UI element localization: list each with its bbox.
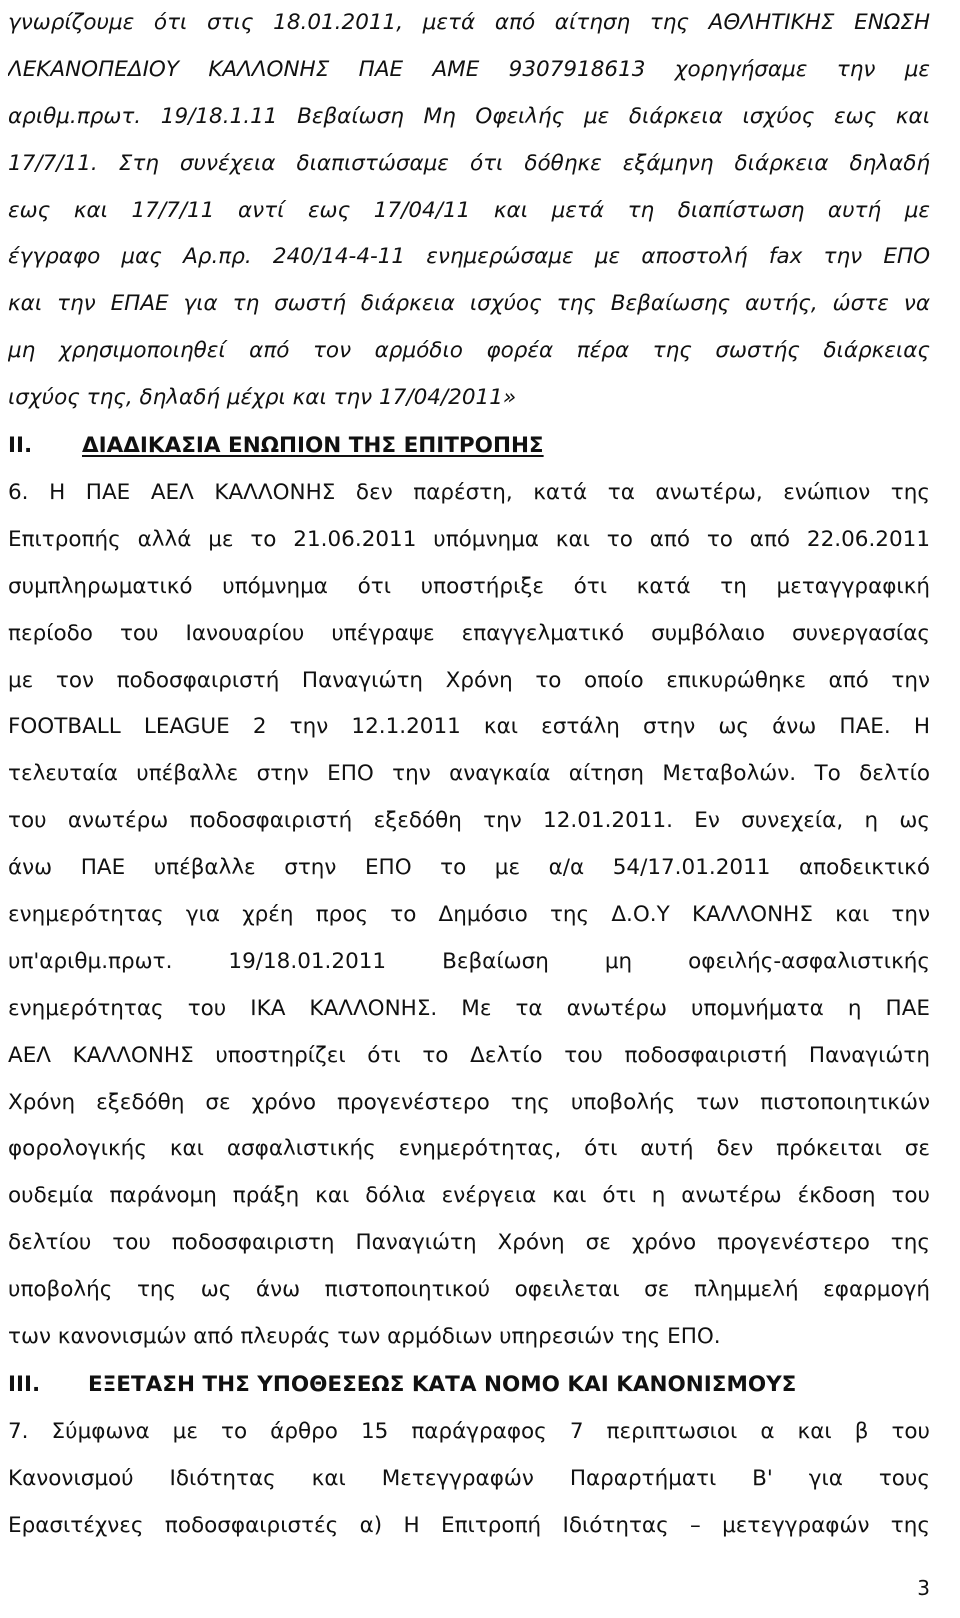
paragraph-line: ουδεμία παράνομη πράξη και δόλια ενέργεια και ότι η ανωτέρω έκδοση του [8,1183,930,1209]
section-number: III. [8,1371,41,1397]
paragraph-6 [8,470,930,1361]
document-page [8,0,930,1550]
paragraph-line: δελτίου του ποδοσφαιριστη Παναγιώτη Χρόνη σε χρόνο προγενέστερο της [8,1230,930,1256]
section-heading-examination [8,1361,930,1409]
page-number: 3 [917,1576,930,1600]
paragraph-line: 7. Σύμφωνα με το άρθρο 15 παράγραφος 7 περιπτωσιοι α και β του [8,1418,930,1444]
quote-line: εως και 17/7/11 αντί εως 17/04/11 και μετά τη διαπίστωση αυτή με [8,197,930,223]
section-title: ΕΞΕΤΑΣΗ ΤΗΣ ΥΠΟΘΕΣΕΩΣ ΚΑΤΑ ΝΟΜΟ ΚΑΙ ΚΑΝΟΝΙΣΜΟΥΣ [88,1371,797,1397]
section-number: II. [8,433,33,459]
section-heading-procedure [8,422,930,470]
paragraph-line: συμπληρωματικό υπόμνημα ότι υποστήριξε ότι κατά τη μεταγγραφική [8,573,930,599]
quote-line: αριθμ.πρωτ. 19/18.1.11 Βεβαίωση Μη Οφειλής με διάρκεια ισχύος εως και [8,103,930,129]
paragraph-line: περίοδο του Ιανουαρίου υπέγραψε επαγγελματικό συμβόλαιο συνεργασίας [8,620,930,646]
paragraph-line: Ερασιτέχνες ποδοσφαιριστές α) Η Επιτροπή Ιδιότητας – μετεγγραφών της [8,1512,930,1538]
paragraph-line: υπ'αριθμ.πρωτ. 19/18.01.2011 Βεβαίωση μη οφειλής-ασφαλιστικής [8,948,930,974]
paragraph-line: ενημερότητας για χρέη προς το Δημόσιο της Δ.Ο.Υ ΚΑΛΛΟΝΗΣ και την [8,902,930,928]
quote-line: ισχύος της, δηλαδή μέχρι και την 17/04/2011» [8,385,517,411]
quote-line: ΛΕΚΑΝΟΠΕΔΙΟΥ ΚΑΛΛΟΝΗΣ ΠΑΕ ΑΜΕ 9307918613 χορηγήσαμε την με [8,56,930,82]
paragraph-line: φορολογικής και ασφαλιστικής ενημερότητας, ότι αυτή δεν πρόκειται σε [8,1136,930,1162]
paragraph-7 [8,1409,930,1550]
paragraph-line: με τον ποδοσφαιριστή Παναγιώτη Χρόνη το οποίο επικυρώθηκε από την [8,667,930,693]
paragraph-line: ΑΕΛ ΚΑΛΛΟΝΗΣ υποστηρίζει ότι το Δελτίο του ποδοσφαιριστή Παναγιώτη [8,1042,930,1068]
quote-line: έγγραφο μας Αρ.πρ. 240/14-4-11 ενημερώσαμε με αποστολή fax την ΕΠΟ [8,244,930,270]
paragraph-line: των κανονισμών από πλευράς των αρμόδιων υπηρεσιών της ΕΠΟ. [8,1324,721,1350]
paragraph-line: υποβολής της ως άνω πιστοποιητικού οφειλεται σε πλημμελή εφαρμογή [8,1277,930,1303]
paragraph-line: ενημερότητας του ΙΚΑ ΚΑΛΛΟΝΗΣ. Με τα ανωτέρω υπομνήματα η ΠΑΕ [8,995,930,1021]
paragraph-line: Επιτροπής αλλά με το 21.06.2011 υπόμνημα και το από το από 22.06.2011 [8,526,930,552]
quote-line: 17/7/11. Στη συνέχεια διαπιστώσαμε ότι δόθηκε εξάμηνη διάρκεια δηλαδή [8,150,930,176]
paragraph-line: του ανωτέρω ποδοσφαιριστή εξεδόθη την 12.01.2011. Εν συνεχεία, η ως [8,808,930,834]
paragraph-line: Χρόνη εξεδόθη σε χρόνο προγενέστερο της υποβολής των πιστοποιητικών [8,1089,930,1115]
quote-line: μη χρησιμοποιηθεί από τον αρμόδιο φορέα πέρα της σωστής διάρκειας [8,338,930,364]
quote-line: και την ΕΠΑΕ για τη σωστή διάρκεια ισχύος της Βεβαίωσης αυτής, ώστε να [8,291,930,317]
paragraph-line: FOOTBALL LEAGUE 2 την 12.1.2011 και εστάλη στην ως άνω ΠΑΕ. Η [8,714,930,740]
paragraph-line: Κανονισμού Ιδιότητας και Μετεγγραφών Παραρτήματι Β' για τους [8,1465,930,1491]
paragraph-line: άνω ΠΑΕ υπέβαλλε στην ΕΠΟ το με α/α 54/17.01.2011 αποδεικτικό [8,855,930,881]
paragraph-line: τελευταία υπέβαλλε στην ΕΠΟ την αναγκαία αίτηση Μεταβολών. Το δελτίο [8,761,930,787]
quoted-text-block [8,0,930,422]
quote-line: γνωρίζουμε ότι στις 18.01.2011, μετά από αίτηση της ΑΘΛΗΤΙΚΗΣ ΕΝΩΣΗ [8,10,930,35]
section-title: ΔΙΑΔΙΚΑΣΙΑ ΕΝΩΠΙΟΝ ΤΗΣ ΕΠΙΤΡΟΠΗΣ [82,433,544,459]
paragraph-line: 6. Η ΠΑΕ ΑΕΛ ΚΑΛΛΟΝΗΣ δεν παρέστη, κατά τα ανωτέρω, ενώπιον της [8,480,930,506]
